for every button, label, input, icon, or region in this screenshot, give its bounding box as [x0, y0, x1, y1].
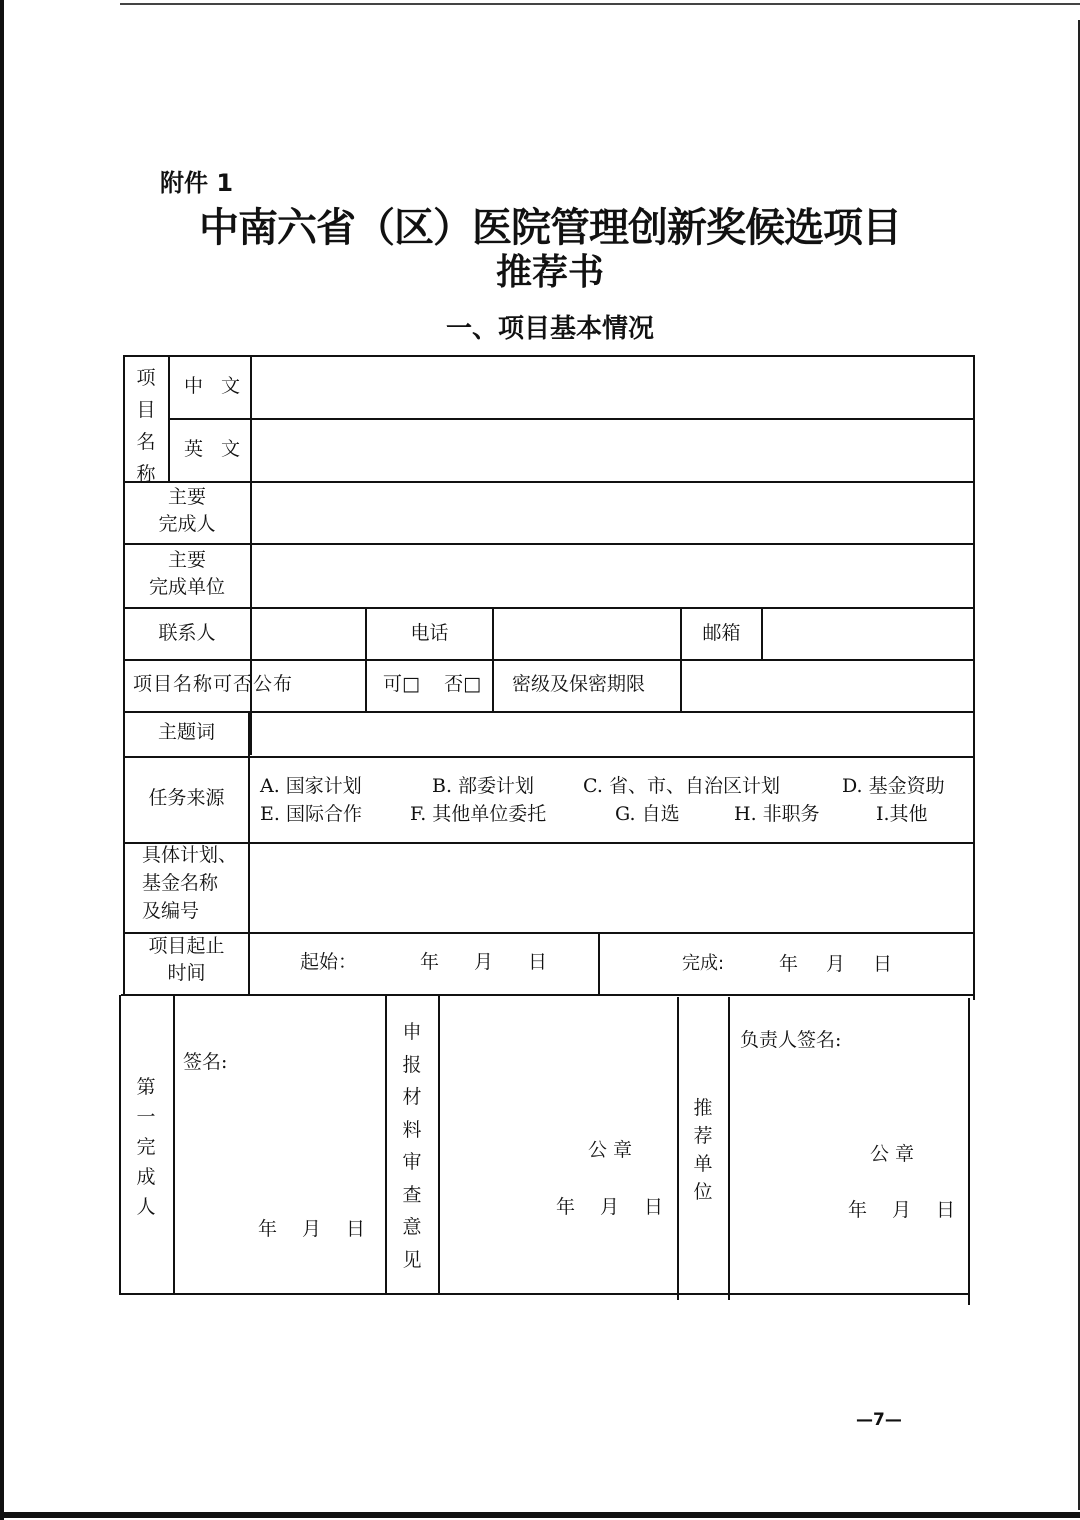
keywords-label: 主题词 [157, 721, 215, 743]
task-source-option-f[interactable]: F. 其他单位委托 [410, 803, 547, 825]
page-number: —7— [856, 1410, 902, 1430]
table-border-left-upper [123, 355, 125, 995]
divider [123, 659, 974, 661]
divider [728, 997, 730, 1300]
table-border-left-lower [119, 995, 121, 1295]
recommender-day: 日 [936, 1199, 956, 1221]
first-completer-year: 年 [258, 1218, 278, 1240]
recommender-month: 月 [892, 1199, 912, 1221]
divider [677, 997, 679, 1300]
english-name-field[interactable] [254, 422, 970, 479]
publish-yes-checkbox[interactable]: □ [402, 673, 420, 695]
publish-yes-label: 可 [383, 673, 403, 695]
task-source-option-h[interactable]: H. 非职务 [734, 803, 820, 825]
start-label: 起始： [300, 951, 358, 973]
publish-no-label: 否 [444, 673, 464, 695]
end-month-label[interactable]: 月 [826, 953, 846, 975]
review-month: 月 [600, 1196, 620, 1218]
email-label: 邮箱 [702, 622, 741, 644]
head-signature-field[interactable] [735, 1060, 963, 1140]
main-completers-label-1: 主要 [167, 486, 206, 508]
plan-fund-field[interactable] [252, 846, 971, 930]
head-signature-label: 负责人签名: [740, 1029, 842, 1051]
main-units-field[interactable] [254, 547, 970, 605]
start-month-label[interactable]: 月 [474, 951, 494, 973]
task-source-option-g[interactable]: G. 自选 [615, 803, 680, 825]
divider [248, 711, 250, 995]
divider [168, 418, 974, 420]
review-day: 日 [644, 1196, 664, 1218]
start-year-label[interactable]: 年 [420, 951, 440, 973]
main-units-label-1: 主要 [167, 549, 206, 571]
table-border-bottom [119, 1293, 970, 1295]
recommender-year: 年 [848, 1199, 868, 1221]
document-subtitle: 推荐书 [495, 251, 604, 293]
main-completers-label-2: 完成人 [158, 513, 216, 535]
start-day-label[interactable]: 日 [528, 951, 548, 973]
task-source-option-e[interactable]: E. 国际合作 [260, 803, 362, 825]
review-opinion-field[interactable] [443, 1000, 673, 1130]
end-day-label[interactable]: 日 [873, 953, 893, 975]
scan-edge-bottom [0, 1512, 1080, 1518]
review-opinion-label: 申报材料审查意见 [402, 1021, 422, 1271]
keywords-field[interactable] [252, 715, 971, 754]
publish-no-option[interactable] [444, 673, 481, 695]
divider [438, 995, 440, 1295]
chinese-name-label: 中 文 [184, 375, 247, 397]
task-source-label: 任务来源 [148, 787, 225, 809]
task-source-option-c[interactable]: C. 省、市、自治区计划 [583, 775, 780, 797]
divider [123, 711, 974, 713]
contact-person-field[interactable] [254, 611, 362, 657]
end-year-label[interactable]: 年 [779, 953, 799, 975]
table-border-right-upper [973, 355, 975, 1000]
divider [123, 607, 974, 609]
first-completer-month: 月 [302, 1218, 322, 1240]
publish-label: 项目名称可否公布 [133, 673, 294, 695]
first-completer-label: 第一完成人 [136, 1076, 156, 1218]
section-title: 一、项目基本情况 [445, 314, 654, 344]
task-source-option-d[interactable]: D. 基金资助 [842, 775, 945, 797]
main-units-label-2: 完成单位 [148, 576, 225, 598]
divider [123, 543, 974, 545]
document-title: 中南六省（区）医院管理创新奖候选项目 [199, 204, 901, 251]
project-name-group-label: 项目名称 [136, 367, 156, 485]
first-completer-signature-field[interactable] [178, 1080, 382, 1200]
plan-fund-label-3: 及编号 [142, 900, 200, 922]
publish-no-checkbox[interactable]: □ [463, 673, 482, 695]
phone-field[interactable] [496, 611, 678, 657]
task-source-option-i[interactable]: I.其他 [876, 803, 928, 825]
period-label-1: 项目起止 [148, 935, 225, 957]
attachment-label: 附件 1 [160, 169, 234, 197]
english-name-label: 英 文 [184, 438, 247, 460]
secrecy-label: 密级及保密期限 [512, 673, 646, 695]
first-completer-day: 日 [346, 1218, 366, 1240]
divider [123, 756, 974, 758]
recommender-unit-label: 推荐单位 [693, 1097, 713, 1203]
chinese-name-field[interactable] [254, 359, 970, 416]
main-completers-field[interactable] [254, 485, 970, 541]
end-label: 完成: [682, 953, 725, 974]
recommender-seal-label: 公 章 [870, 1143, 915, 1165]
scan-edge-top [120, 3, 1080, 5]
divider [121, 994, 974, 996]
contact-person-label: 联系人 [158, 622, 216, 644]
divider [123, 842, 974, 844]
divider [173, 995, 175, 1295]
divider [123, 932, 974, 934]
publish-options [383, 672, 481, 698]
first-completer-signature-label: 签名: [183, 1051, 228, 1073]
email-field[interactable] [765, 611, 971, 657]
phone-label: 电话 [410, 622, 449, 644]
task-source-option-b[interactable]: B. 部委计划 [432, 775, 535, 797]
secrecy-field[interactable] [684, 663, 971, 709]
divider [598, 932, 600, 995]
divider [385, 995, 387, 1295]
review-year: 年 [556, 1196, 576, 1218]
period-label-2: 时间 [167, 962, 206, 984]
divider [761, 607, 763, 660]
plan-fund-label-2: 基金名称 [142, 872, 219, 894]
plan-fund-label-1: 具体计划、 [142, 844, 238, 866]
publish-yes-option[interactable] [383, 673, 420, 695]
divider [123, 481, 974, 483]
task-source-option-a[interactable]: A. 国家计划 [260, 775, 362, 797]
review-seal-label: 公 章 [588, 1139, 633, 1161]
table-border-right-lower [968, 998, 970, 1305]
